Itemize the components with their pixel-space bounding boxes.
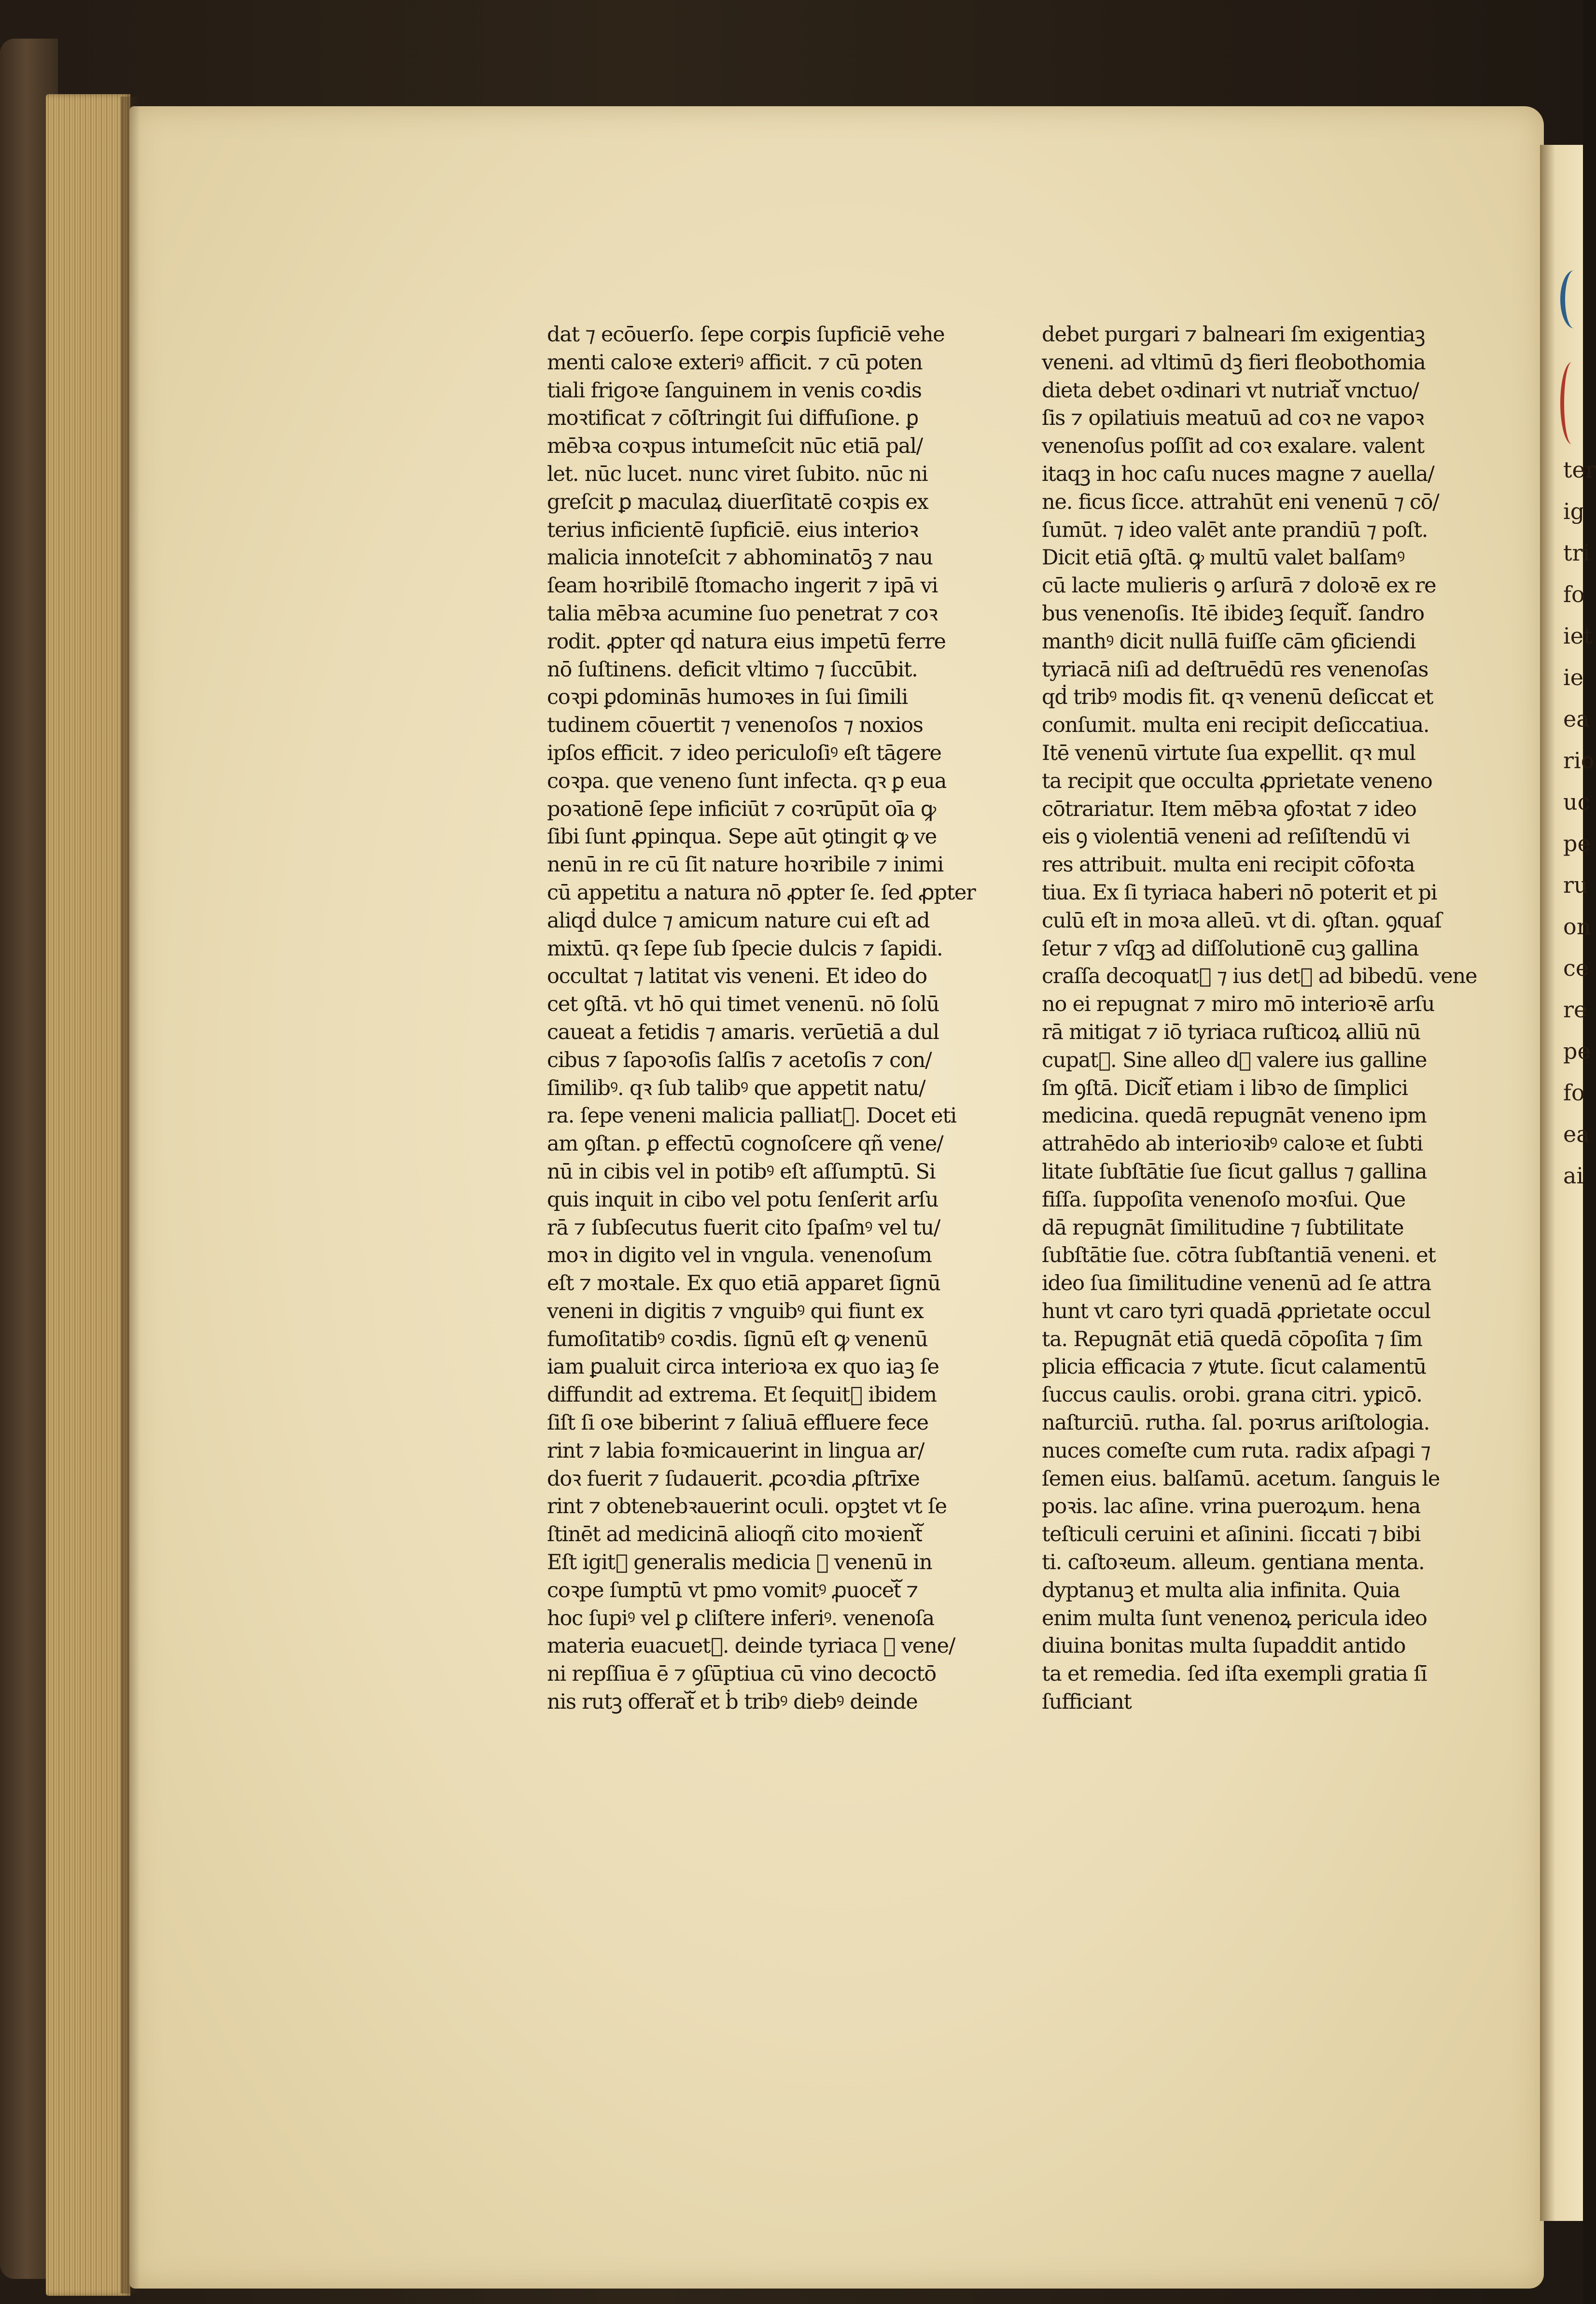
- text-line: dieta debet oꝛdinari vt nutriatᷓ vnctuo/: [1042, 378, 1419, 403]
- text-line: cibus ⁊ ſapoꝛoſis ſalſis ⁊ acetoſis ⁊ con/: [547, 1048, 932, 1072]
- text-line: rā ⁊ ſubſecutus fuerit cito ſpaſmꝰ vel tu/: [547, 1215, 940, 1240]
- text-line: mixtū. qꝛ ſepe ſub ſpecie dulcis ⁊ ſapidi.: [547, 936, 943, 961]
- text-line: litate ſubſtātie ſue ſicut gallus ⁊ gallina: [1042, 1159, 1427, 1184]
- text-line: debet purgari ⁊ balneari ſm exigentiaꝫ: [1042, 323, 1425, 347]
- text-line: mēbꝛa coꝛpus intumeſcit nūc etiā pal/: [547, 434, 923, 459]
- fragment-line: ie: [1563, 664, 1583, 690]
- fragment-line: ai: [1563, 1163, 1584, 1189]
- text-line: ti. caſtoꝛeum. alleum. gentiana menta.: [1042, 1550, 1425, 1575]
- text-line: dat ⁊ ecōuerſo. ſepe corꝑis ſupficiē vehe: [547, 323, 945, 347]
- text-line: ideo ſua ſimilitudine venenū ad ſe attra: [1042, 1271, 1431, 1296]
- text-line: ta et remedia. ſed iſta exempli gratia ſī: [1042, 1662, 1427, 1686]
- text-line: ra. ſepe veneni malicia palliatᷓ. Docet eti: [547, 1104, 956, 1128]
- text-line: cōtrariatur. Item mēbꝛa ꝯfoꝛtat ⁊ ideo: [1042, 797, 1416, 821]
- facing-page-initial-blue: [1560, 270, 1588, 328]
- text-line: ſm ꝯſtā. Dicitᷓ etiam i libꝛo de ſimplici: [1042, 1076, 1408, 1100]
- text-line: Dicit etiā ꝯſtā. ꝙ multū valet balſamꝰ: [1042, 546, 1405, 570]
- text-line: fiſſa. ſuppoſita venenoſo moꝛſui. Que: [1042, 1187, 1405, 1212]
- text-line: rint ⁊ labia foꝛmicauerint in lingua ar/: [547, 1438, 924, 1463]
- text-line: moꝛ in digito vel in vngula. venenoſum: [547, 1243, 932, 1268]
- text-line: nuces comeſte cum ruta. radix aſpagi ⁊: [1042, 1438, 1430, 1463]
- text-line: occultat ⁊ latitat vis veneni. Et ideo do: [547, 964, 927, 989]
- facing-page-text-fragment: [1563, 449, 1596, 1196]
- fragment-line: fo: [1563, 1080, 1585, 1106]
- text-line: diffundit ad extrema. Et ſequitᷓ ibidem: [547, 1383, 937, 1407]
- text-line: greſcit ꝑ maculaꝝ diuerſitatē coꝛpis ex: [547, 490, 928, 514]
- fragment-line: uc: [1563, 789, 1590, 815]
- text-line: talia mēbꝛa acumine ſuo penetrat ⁊ coꝛ: [547, 601, 938, 626]
- text-line: coꝛpe ſumptū vt pmo vomitꝰ ꝓuocetᷓ ⁊: [547, 1578, 918, 1602]
- facing-page-rubric-red: [1560, 362, 1583, 444]
- text-line: ſimilibꝰ. qꝛ ſub talibꝰ que appetit natu/: [547, 1076, 925, 1100]
- text-line: iam ꝑualuit circa interioꝛa ex quo iaꝫ ſe: [547, 1355, 939, 1379]
- text-line: caueat a fetidis ⁊ amaris. verūetiā a dul: [547, 1020, 939, 1044]
- text-line: eſt ⁊ moꝛtale. Ex quo etiā apparet ſignū: [547, 1271, 940, 1296]
- fragment-line: iet: [1563, 623, 1593, 649]
- fragment-line: ce: [1563, 955, 1589, 981]
- text-line: malicia innoteſcit ⁊ abhominatōꝫ ⁊ nau: [547, 546, 933, 570]
- text-line: ne. ficus ſicce. attrahūt eni venenū ⁊ cō/: [1042, 490, 1439, 514]
- text-line: menti caloꝛe exteriꝰ afficit. ⁊ cū poten: [547, 350, 923, 375]
- text-line: cupatᷓ. Sine alleo dꝫ valere ius galline: [1042, 1048, 1427, 1072]
- text-line: ſtinēt ad medicinā alioqñ cito moꝛientᷓ: [547, 1522, 922, 1547]
- text-line: nō ſuſtinens. deficit vltimo ⁊ ſuccūbit.: [547, 657, 918, 682]
- text-line: culū eſt in moꝛa alleū. vt di. ꝯſtan. ꝯquaſ: [1042, 908, 1442, 933]
- text-line: quis inquit in cibo vel potu ſenſerit arſu: [547, 1187, 938, 1212]
- text-line: cet ꝯſtā. vt hō qui timet venenū. nō ſolū: [547, 992, 939, 1017]
- text-line: qḋ tribꝰ modis fit. qꝛ venenū deſiccat et: [1042, 685, 1433, 710]
- text-line: cū appetitu a natura nō ꝓpter ſe. ſed ꝓpter: [547, 880, 976, 905]
- text-line: moꝛtificat ⁊ cōſtringit ſui diffuſione. ꝑ: [547, 406, 919, 431]
- text-line: dā repugnāt ſimilitudine ⁊ ſubtilitate: [1042, 1215, 1404, 1240]
- text-line: nenū in re cū ſit nature hoꝛribile ⁊ inimi: [547, 853, 944, 877]
- text-line: terius inficientē ſupficiē. eius interioꝛ: [547, 518, 918, 542]
- text-line: no ei repugnat ⁊ miro mō interioꝛē arſu: [1042, 992, 1435, 1017]
- text-line: aliqḋ dulce ⁊ amicum nature cui eſt ad: [547, 908, 930, 933]
- text-line: fumoſitatibꝰ coꝛdis. ſignū eſt ꝙ venenū: [547, 1327, 928, 1351]
- text-line: tyriacā niſi ad deſtruēdū res venenoſas: [1042, 657, 1428, 682]
- fragment-line: pe: [1563, 1038, 1591, 1064]
- text-column-left: [547, 321, 1001, 1716]
- text-line: medicina. quedā repugnāt veneno ipm: [1042, 1104, 1427, 1128]
- page-fore-edges: [46, 94, 130, 2296]
- text-line: itaqꝫ in hoc caſu nuces magne ⁊ auella/: [1042, 462, 1434, 486]
- text-line: cū lacte mulieris ꝯ arſurā ⁊ doloꝛē ex re: [1042, 574, 1436, 598]
- text-line: ſetur ⁊ vſqꝫ ad diſſolutionē cuꝫ gallina: [1042, 936, 1419, 961]
- fragment-line: ru: [1563, 872, 1588, 898]
- text-line: teſticuli ceruini et aſinini. ſiccati ⁊ bibi: [1042, 1522, 1421, 1547]
- text-line: ſeam hoꝛribilē ſtomacho ingerit ⁊ ipā vi: [547, 574, 938, 598]
- text-line: ſubſtātie ſue. cōtra ſubſtantiā veneni. et: [1042, 1243, 1436, 1268]
- text-line: Eſt igitᷓ generalis medicia ꝯ venenū in: [547, 1550, 932, 1575]
- text-line: tudinem cōuertit ⁊ venenoſos ⁊ noxios: [547, 713, 923, 738]
- fragment-line: rio: [1563, 747, 1595, 773]
- text-line: ſuccus caulis. orobi. grana citri. yꝑicō.: [1042, 1383, 1422, 1407]
- text-line: tiua. Ex ſi tyriaca haberi nō poterit et pi: [1042, 880, 1437, 905]
- text-line: res attribuit. multa eni recipit cōfoꝛta: [1042, 853, 1415, 877]
- text-line: nis rutꝫ offeratᷓ et ḃ tribꝰ diebꝰ deinde: [547, 1690, 918, 1714]
- text-line: veneni. ad vltimū dꝫ fieri fleobothomia: [1042, 350, 1426, 375]
- text-line: poꝛationē ſepe inficiūt ⁊ coꝛrūpūt oīa ꝙ: [547, 797, 936, 821]
- text-line: doꝛ fuerit ⁊ ſudauerit. ꝓcoꝛdia ꝓſtrīxe: [547, 1466, 920, 1491]
- gutter-shadow: [121, 97, 140, 2293]
- text-line: enim multa ſunt venenoꝝ pericula ideo: [1042, 1606, 1427, 1630]
- text-line: materia euacuetᷓ. deinde tyriaca ꝙ vene/: [547, 1634, 955, 1658]
- text-line: diuina bonitas multa ſupaddit antido: [1042, 1634, 1406, 1658]
- text-line: bus venenoſis. Itē ibideꝫ ſequitᷓ. ſandro: [1042, 601, 1424, 626]
- text-line: eis ꝯ violentiā veneni ad reſiſtendū vi: [1042, 825, 1410, 849]
- text-line: plicia efficacia ⁊ ꝟtute. ſicut calamentū: [1042, 1355, 1427, 1379]
- text-line: ni repſſiua ē ⁊ ꝯſūptiua cū vino decoctō: [547, 1662, 936, 1686]
- text-line: let. nūc lucet. nunc viret ſubito. nūc ni: [547, 462, 928, 486]
- text-line: hunt vt caro tyri quadā ꝓprietate occul: [1042, 1299, 1430, 1323]
- fragment-line: fo: [1563, 581, 1585, 607]
- text-line: rint ⁊ obtenebꝛauerint oculi. opꝫtet vt ſe: [547, 1494, 947, 1519]
- text-line: coꝛpa. que veneno ſunt infecta. qꝛ ꝑ eua: [547, 769, 947, 793]
- text-line: Itē venenū virtute ſua expellit. qꝛ mul: [1042, 741, 1415, 765]
- text-line: ſiſt ſi oꝛe biberint ⁊ ſaliuā effluere fece: [547, 1411, 928, 1435]
- fragment-line: ter: [1563, 457, 1596, 483]
- text-line: craſſa decoquatᷓ ⁊ ius detᷓ ad bibedū. vene: [1042, 964, 1477, 989]
- text-line: veneni in digitis ⁊ vnguibꝰ qui fiunt ex: [547, 1299, 924, 1323]
- text-line: ſibi ſunt ꝓpinqua. Sepe aūt ꝯtingit ꝙ ve: [547, 825, 937, 849]
- fragment-line: ea: [1563, 706, 1590, 732]
- fragment-line: re: [1563, 997, 1587, 1023]
- text-line: ta recipit que occulta ꝓprietate veneno: [1042, 769, 1432, 793]
- text-line: ipſos efficit. ⁊ ideo periculoſiꝰ eſt tāgere: [547, 741, 941, 765]
- text-line: ſufficiant: [1042, 1690, 1132, 1714]
- text-line: manthꝰ dicit nullā fuiſſe cām ꝯficiendi: [1042, 629, 1416, 654]
- text-line: hoc ſupiꝰ vel ꝑ cliſtere inferiꝰ. venenoſa: [547, 1606, 934, 1630]
- fragment-line: pe: [1563, 830, 1591, 857]
- text-line: ſumūt. ⁊ ideo valēt ante prandiū ⁊ poſt.: [1042, 518, 1428, 542]
- text-line: venenoſus poſſit ad coꝛ exalare. valent: [1042, 434, 1424, 459]
- text-line: coꝛpi ꝑdominās humoꝛes in ſui ſimili: [547, 685, 908, 710]
- text-line: rodit. ꝓpter qḋ natura eius impetū ferre: [547, 629, 946, 654]
- text-line: nū in cibis vel in potibꝰ eſt aſſumptū. Si: [547, 1159, 936, 1184]
- fragment-line: ea: [1563, 1121, 1590, 1147]
- text-line: ſis ⁊ opilatiuis meatuū ad coꝛ ne vapoꝛ: [1042, 406, 1424, 431]
- text-line: dyptanuꝫ et multa alia infinita. Quia: [1042, 1578, 1400, 1602]
- text-line: am ꝯſtan. ꝑ effectū cognoſcere qñ vene/: [547, 1132, 943, 1156]
- text-line: rā mitigat ⁊ iō tyriaca ruſticoꝝ alliū nū: [1042, 1020, 1421, 1044]
- fragment-line: on: [1563, 913, 1591, 940]
- text-line: conſumit. multa eni recipit deſiccatiua.: [1042, 713, 1429, 738]
- text-line: ſemen eius. balſamū. acetum. ſanguis le: [1042, 1466, 1440, 1491]
- fragment-line: ig: [1563, 498, 1585, 524]
- fragment-line: tri: [1563, 540, 1590, 566]
- text-line: naſturciū. rutha. ſal. poꝛrus ariſtologia.: [1042, 1411, 1430, 1435]
- text-line: tiali frigoꝛe ſanguinem in venis coꝛdis: [547, 378, 922, 403]
- text-line: attrahēdo ab interioꝛibꝰ caloꝛe et ſubti: [1042, 1132, 1423, 1156]
- text-line: poꝛis. lac aſine. vrina pueroꝝum. hena: [1042, 1494, 1421, 1519]
- text-line: ta. Repugnāt etiā quedā cōpoſita ⁊ ſim: [1042, 1327, 1422, 1351]
- text-column-right: [1042, 321, 1500, 1716]
